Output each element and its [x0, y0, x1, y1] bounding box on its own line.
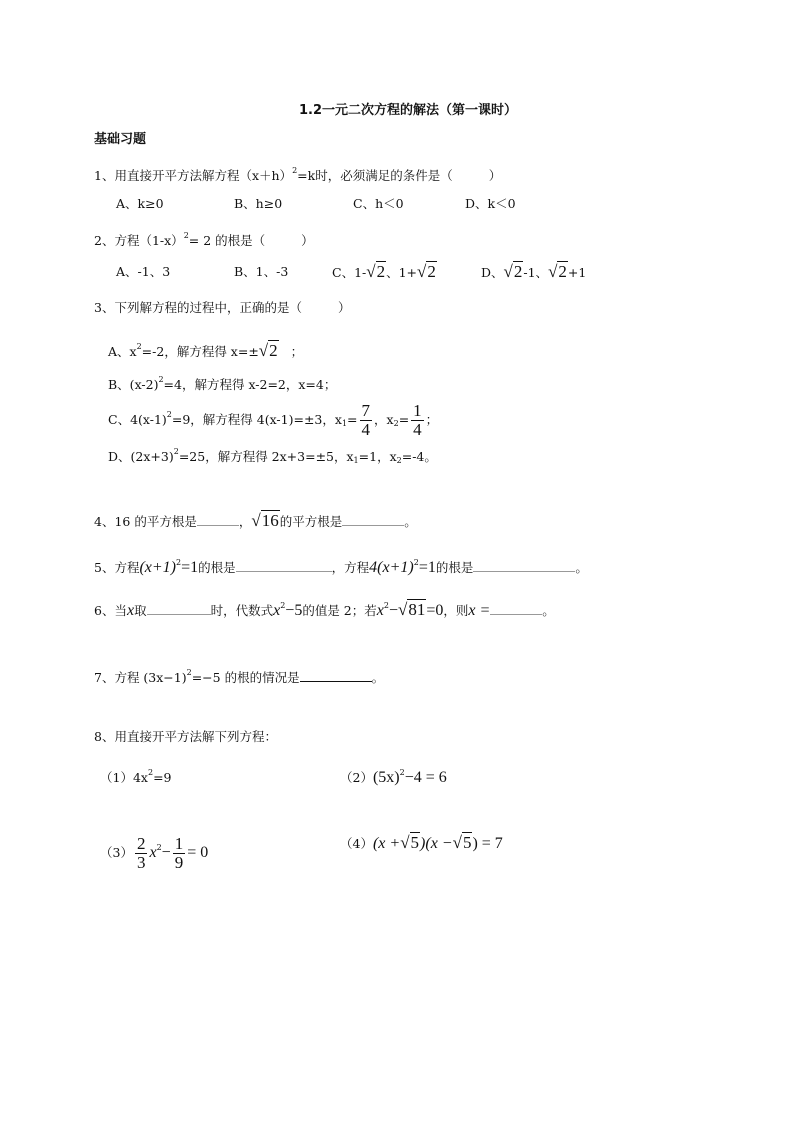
- t: =-4。: [401, 449, 437, 464]
- radicand: 16: [261, 511, 279, 530]
- t: =9，解方程得 4(x-1)=±3，x: [171, 412, 342, 427]
- t: 。: [542, 603, 555, 618]
- q1-option-a: A、k≥0: [116, 196, 164, 211]
- math: x =: [468, 602, 491, 619]
- math: ) = 7: [472, 835, 503, 852]
- t: ；: [425, 412, 439, 427]
- q2c-a: C、1-: [332, 265, 367, 280]
- q1-text: 1、用直接开平方法解方程（x＋h）: [94, 168, 293, 183]
- radicand: 5: [410, 833, 420, 852]
- t: 。: [371, 670, 385, 685]
- t: ，x: [374, 412, 394, 427]
- t: C、4(x-1): [108, 412, 167, 427]
- math: =0: [426, 602, 444, 619]
- sub: 1: [353, 456, 359, 465]
- question-7: [94, 663, 384, 688]
- q1-paren: ）: [488, 168, 502, 183]
- denominator: 4: [361, 420, 371, 439]
- t: （4）: [340, 836, 373, 851]
- sqrt: √5: [400, 833, 420, 852]
- t: B、(x-2): [108, 377, 159, 392]
- t: （2）: [340, 770, 373, 785]
- math: −: [161, 844, 171, 861]
- t: =9: [153, 770, 172, 785]
- question-6: [94, 596, 555, 621]
- fraction: [173, 835, 186, 872]
- t: 7、方程 (3x−1): [94, 670, 187, 685]
- q2-option-b: B、1、-3: [234, 264, 289, 279]
- math: =1: [418, 559, 436, 576]
- q2-option-d: [481, 262, 586, 283]
- t: 的值是 2；若: [302, 603, 377, 618]
- answer-blank[interactable]: [490, 600, 542, 615]
- question-3: [94, 298, 350, 318]
- t: 的根是: [435, 560, 474, 575]
- math: x: [126, 602, 135, 619]
- q2-sup: 2: [183, 231, 189, 240]
- q1-option-b: B、h≥0: [234, 196, 283, 211]
- q2-paren: ）: [301, 233, 314, 248]
- section-heading: 基础习题: [94, 132, 147, 147]
- t: 6、当: [94, 603, 127, 618]
- q2-option-c: [332, 262, 437, 283]
- q2d-b: -1、: [523, 265, 549, 280]
- question-4: [94, 511, 417, 532]
- q8-part-2: [340, 763, 447, 788]
- fraction: [411, 402, 424, 439]
- denominator: 9: [174, 853, 184, 872]
- sup: 2: [166, 410, 172, 419]
- q3-option-a: [108, 337, 303, 362]
- sup: 2: [383, 601, 389, 610]
- q3-option-d: [108, 442, 437, 471]
- q2d-c: +1: [567, 265, 587, 280]
- sub: 2: [396, 456, 402, 465]
- radicand: 2: [558, 262, 567, 281]
- t: （3）: [100, 845, 133, 860]
- math: x: [273, 602, 281, 619]
- sup: 2: [280, 601, 286, 610]
- answer-blank[interactable]: [197, 511, 239, 526]
- q1-option-d: D、k＜0: [465, 196, 516, 211]
- denominator: 4: [413, 420, 422, 439]
- radicand: 5: [462, 833, 472, 852]
- q1-sup: 2: [292, 166, 298, 175]
- q2-option-a: A、-1、3: [116, 264, 171, 279]
- q1-text-b: =k时，必须满足的条件是（: [297, 168, 453, 183]
- t: =−5 的根的情况是: [191, 670, 300, 685]
- math: x: [376, 602, 384, 619]
- math: (5x): [372, 769, 400, 786]
- q2c-b: 、1+: [386, 265, 418, 280]
- math: −5: [285, 602, 303, 619]
- t: 4、16 的平方根是: [94, 514, 197, 529]
- t: ，方程: [331, 560, 370, 575]
- radicand: 2: [376, 262, 386, 281]
- math: (x +: [372, 835, 401, 852]
- answer-blank[interactable]: [236, 557, 332, 572]
- math: −4 = 6: [404, 769, 447, 786]
- t: 取: [134, 603, 147, 618]
- t: 的平方根是: [279, 514, 343, 529]
- answer-blank[interactable]: [147, 600, 211, 615]
- math: = 0: [187, 844, 209, 861]
- t: ；: [290, 344, 304, 359]
- sup: 2: [413, 558, 419, 567]
- t: 。: [575, 560, 588, 575]
- t: A、x: [108, 344, 137, 359]
- question-5: [94, 553, 588, 578]
- fraction: [360, 402, 373, 439]
- question-8: 8、用直接开平方法解下列方程：: [94, 729, 277, 744]
- q2d-a: D、: [481, 265, 504, 280]
- q2-text: 2、方程（1-x）: [94, 233, 184, 248]
- t: 时，代数式: [210, 603, 274, 618]
- t: D、(2x+3): [108, 449, 174, 464]
- sqrt: √16: [251, 511, 279, 530]
- q3-option-b: [108, 370, 336, 395]
- q2-text-b: = 2 的根是（: [188, 233, 266, 248]
- sup: 2: [156, 843, 162, 852]
- sup: 2: [158, 375, 164, 384]
- t: =: [398, 412, 410, 427]
- radicand: 2: [427, 262, 436, 281]
- sup: 2: [186, 668, 192, 677]
- q8-part-3: [100, 835, 208, 872]
- t: =1，x: [358, 449, 397, 464]
- sup: 2: [136, 342, 142, 351]
- sub: 1: [341, 419, 348, 428]
- sqrt: √2: [366, 262, 386, 281]
- numerator: 2: [136, 834, 146, 853]
- q8-part-4: [340, 833, 503, 854]
- sqrt: √81: [398, 600, 426, 619]
- page-title: 1.2一元二次方程的解法（第一课时）: [299, 103, 518, 118]
- t: ，则: [443, 603, 469, 618]
- question-1: [94, 161, 501, 186]
- math: )(x −: [420, 835, 453, 852]
- q8-part-1: [100, 763, 172, 788]
- answer-blank[interactable]: [342, 511, 404, 526]
- math: −: [388, 602, 398, 619]
- sup: 2: [173, 447, 179, 456]
- sqrt: √2: [417, 262, 436, 281]
- t: =4，解方程得 x-2=2，x=4；: [163, 377, 337, 392]
- math: x: [149, 844, 157, 861]
- radicand: 81: [408, 600, 426, 619]
- sqrt: √5: [452, 833, 472, 852]
- t: =: [347, 412, 358, 427]
- sqrt: √2: [503, 262, 523, 281]
- t: （1）4x: [100, 770, 148, 785]
- sup: 2: [399, 768, 405, 777]
- t: 5、方程: [94, 560, 140, 575]
- question-2: [94, 226, 314, 251]
- sqrt: √2: [548, 262, 567, 281]
- t: 的根是: [198, 560, 236, 575]
- radicand: 2: [269, 341, 278, 360]
- denominator: 3: [136, 853, 146, 872]
- t: ，: [238, 514, 252, 529]
- q1-option-c: C、h＜0: [353, 196, 404, 211]
- sup: 2: [147, 768, 154, 777]
- t: =-2，解方程得 x=±: [141, 344, 259, 359]
- answer-blank[interactable]: [300, 667, 372, 682]
- sub: 2: [393, 419, 399, 428]
- t: =25，解方程得 2x+3=±5，x: [178, 449, 354, 464]
- q3-paren: ）: [337, 300, 351, 315]
- answer-blank[interactable]: [473, 557, 575, 572]
- sup: 2: [176, 558, 182, 567]
- q3-option-c: [108, 402, 438, 439]
- math: =1: [181, 559, 199, 576]
- math: 4(x+1): [369, 559, 414, 576]
- t: 。: [404, 514, 417, 529]
- fraction: [135, 835, 148, 872]
- sqrt: √2: [258, 341, 278, 360]
- math: (x+1): [139, 559, 177, 576]
- q3-text: 3、下列解方程的过程中，正确的是（: [94, 300, 302, 315]
- radicand: 2: [513, 262, 523, 281]
- numerator: 7: [361, 401, 371, 420]
- numerator: 1: [413, 401, 422, 420]
- numerator: 1: [174, 834, 184, 853]
